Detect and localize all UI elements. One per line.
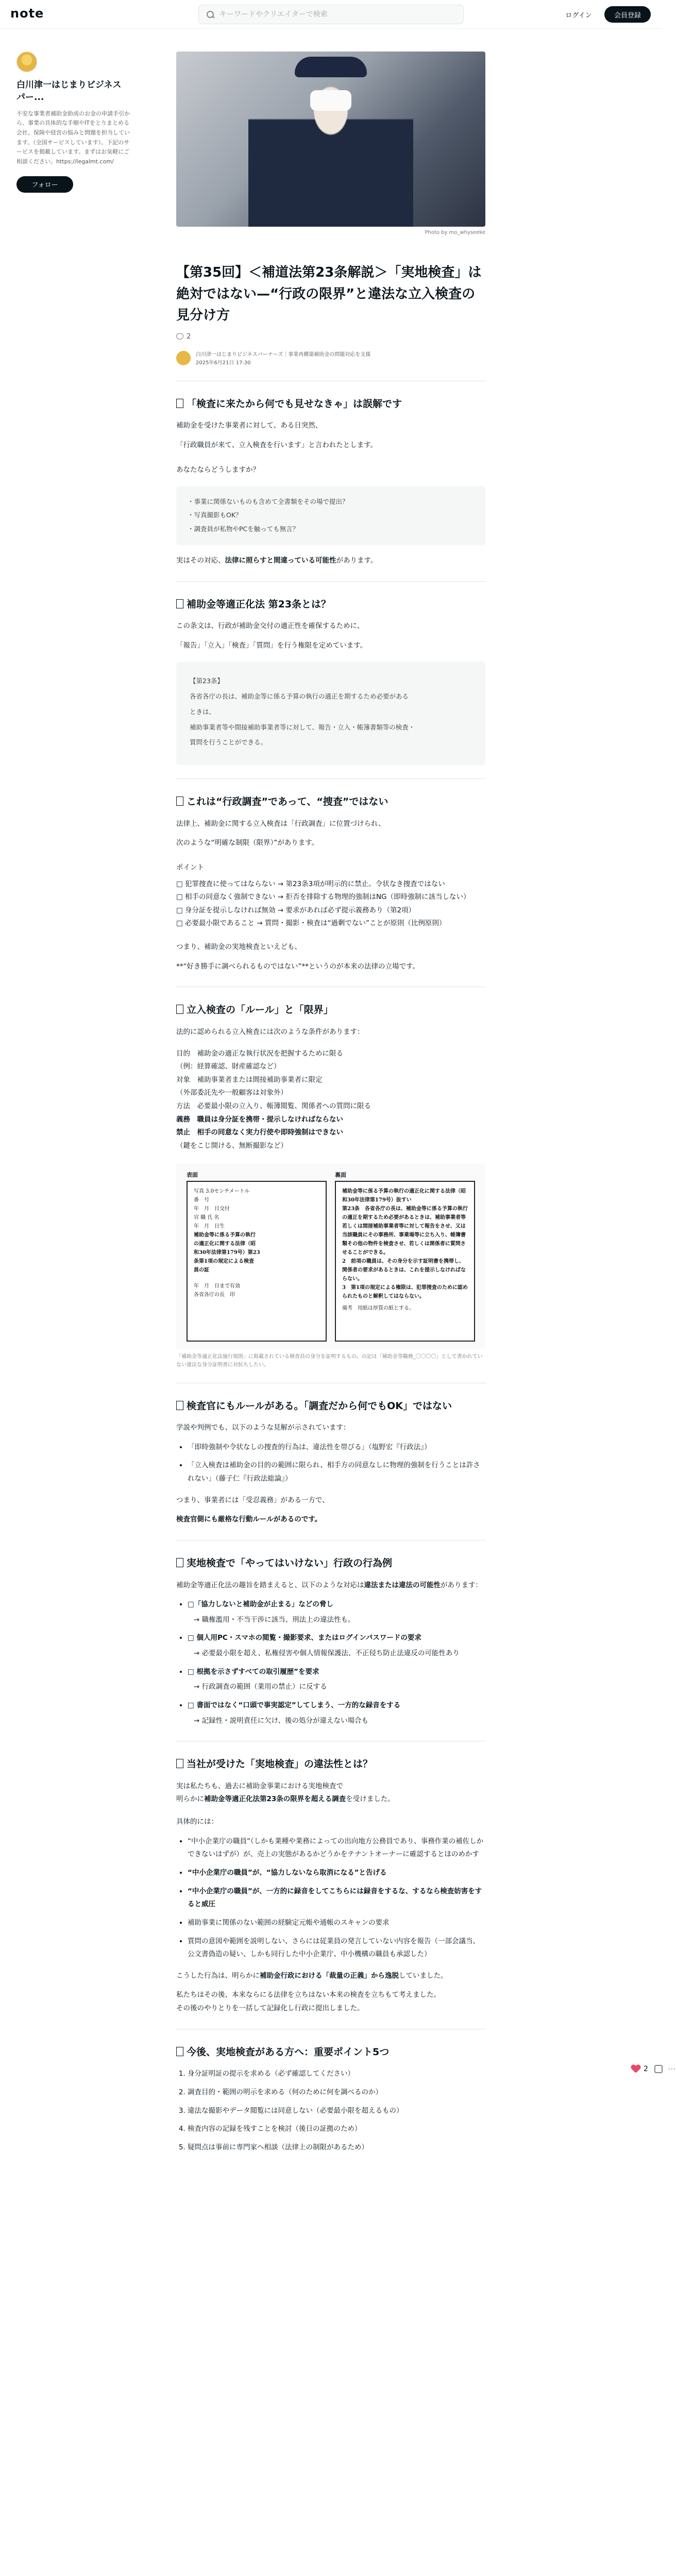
paragraph: 実は私たちも、過去に補助金事業における実地検査で [176, 1782, 343, 1790]
paragraph: 次のような“明確な制限（限界）”があります。 [176, 839, 319, 848]
list-item: • □ 根拠を示さずすべての取引履歴”を要求 [188, 1666, 485, 1679]
top-header [0, 0, 662, 29]
floating-like-count: 2 [644, 2064, 648, 2073]
paragraph: この条文は、行政が補助金交付の適正性を確保するために、 [176, 622, 364, 631]
list-item: • 「即時強制や令状なしの捜査的行為は、違法性を帯びる」（塩野宏『行政法』） [188, 1441, 485, 1454]
list-item: • “中小企業庁の職員”（しかも業種や業務によっての出向地方公務員であり、事務作業の補佐しかできないはずが）が、売上の実態があるかどうかをテナントオーナーに確認するとほのめかす [188, 1835, 485, 1861]
doc-line: 年 月 日まで有効 [194, 1283, 240, 1289]
like-count: 2 [187, 332, 191, 341]
list-item: • “中小企業庁の職員”が、一方的に録音をしてこちらには録音をするな、するなら検査妨害をすると威圧 [188, 1885, 485, 1911]
rules-list [176, 1047, 485, 1153]
search-icon [206, 10, 214, 19]
doc-line: 官 職 氏 名 [194, 1214, 219, 1221]
id-card-back [335, 1171, 475, 1342]
paragraph: 私たちはその後、本来ならにる法律を立ちはない本来の検査を立ちもて考えました。 [176, 1991, 441, 1999]
follow-button[interactable]: フォロー [16, 176, 73, 193]
paragraph: 学説や判例でも、以下のような見解が示されています： [176, 1423, 350, 1432]
list-item: • □ 書面ではなく“口頭で事実認定”してしまう、一方的な録音をする [188, 1699, 485, 1713]
doc-line: 第23条 各省各庁の長は、補助金等に係る予算の執行の適正を期するため必要があるときは、補助事業者等若しくは間接補助事業者等に対して報告をさせ、又は当該職員にその事務所、事業場等に立ち入り、帳簿書類その他の物件を検査させ、若しくは関係者に質問させることができる。 [342, 1206, 468, 1256]
paragraph: **“好き勝手に調べられるものではない”**というのが本来の法律の立場です。 [176, 962, 419, 971]
doc-line: 年 月 日生 [194, 1223, 225, 1229]
creator-avatar[interactable] [16, 52, 37, 72]
paragraph: こうした行為は、明らかに補助金行政における「裁量の正義」から逸脱していました。 [176, 1971, 448, 1980]
list-item: 方法 必要最小限の立入り、帳簿閲覧、関係者への質問に限る [176, 1102, 371, 1111]
list-item: • □ 個人用PC・スマホの閲覧・撮影要求、またはログインパスワードの要求 [188, 1632, 485, 1645]
more-icon[interactable]: ⋯ [667, 2064, 676, 2074]
paragraph: 補助金等適正化法の趣旨を踏まえると、以下のような対応は違法または違法の可能性があります： [176, 1581, 482, 1589]
creator-bio: 不安な事業者補助金助成のお金の申請手引から、事業の具体的な手順やITをとりまとめる会社。保険や経営の悩みと問題を担当しています。（全国サービスしています）。下記のサービスを掲載しています。まずはお気軽にご相談ください。https://legalmt.com/ [16, 110, 130, 165]
bookmark-icon [176, 1005, 183, 1014]
list-item: □ 身分証を提示しなければ無効 → 要求があれば必ず提示義務あり（第2項） [176, 906, 416, 914]
eyecatch-image [176, 52, 485, 227]
list-note: → 必要最小限を超え、私権侵害や個人情報保護法、不正侵ち防止法違反の可能性あり [194, 1649, 460, 1658]
divider [176, 778, 485, 779]
paragraph: 検査官側にも厳格な行動ルールがあるのです。 [176, 1515, 322, 1524]
paragraph: 具体的には： [176, 1818, 218, 1826]
signup-button[interactable]: 会員登録 [604, 6, 651, 23]
list-item: 義務 職員は身分証を携帯・提示しなければならない [176, 1115, 343, 1124]
doc-line: 備考 用紙は厚質の紙とする。 [342, 1305, 414, 1311]
like-icon[interactable] [176, 333, 183, 340]
bookmark-icon [176, 1759, 183, 1768]
quote-line: ときは、 [190, 707, 216, 716]
list-item: （外部委託先や一般顧客は対象外） [176, 1089, 288, 1097]
section-title: これは“行政調査”であって、“捜査”ではない [187, 796, 388, 808]
list-note: → 行政調査の範囲（業用の禁止）に反する [194, 1683, 327, 1691]
heart-icon[interactable] [631, 2065, 640, 2073]
floating-actions [631, 2064, 676, 2074]
paragraph: あなたならどうしますか？ [176, 465, 260, 474]
doc-line: 各省各庁の長 印 [194, 1292, 235, 1298]
quote-item: ・事業に関係ないものも含めて全書類をその場で提出？ [188, 498, 349, 506]
doc-line: 和30年法律第179号）第23 [194, 1249, 260, 1256]
quote-line: 各省各庁の長は、補助金等に係る予算の執行の適正を期するため必要がある [190, 692, 409, 701]
section-heading-2 [176, 597, 485, 612]
doc-line: 員の証 [194, 1267, 209, 1273]
list-item: （鍵をこじ開ける、無断撮影など） [176, 1142, 288, 1150]
section-title: 実地検査で「やってはいけない」行政の行為例 [187, 1557, 393, 1569]
doc-line: 補助金等に係る予算の執行 [194, 1232, 256, 1238]
paragraph: 法律上、補助金に関する立入検査は「行政調査」に位置づけられ、 [176, 819, 385, 828]
doc-line: 補助金等に係る予算の執行の適正化に関する法律（昭和30年法律第179号）抜すい [342, 1188, 466, 1203]
paragraph: 法的に認められる立入検査には次のような条件があります： [176, 1027, 364, 1036]
doc-line: 条第1項の規定による検査 [194, 1258, 254, 1264]
list-item: □ 必要最小限であること → 質問・撮影・検査は“過剰でない”ことが原則（比例原則） [176, 919, 446, 928]
author-meta [196, 351, 370, 367]
search-input[interactable] [219, 10, 446, 19]
paragraph: 補助金を受けた事業者に対して、ある日突然、 [176, 421, 323, 430]
doc-line: の適正化に関する法律（昭 [194, 1241, 256, 1247]
section-title: 検査官にもルールがある。「調査だから何でもOK」ではない [187, 1400, 452, 1412]
incidents-list [176, 1835, 485, 1961]
list-item: 対象 補助事業者または間接補助事業者に限定 [176, 1075, 323, 1084]
list-note: → 職権濫用・不当干渉に該当、刑法上の違法性も。 [194, 1615, 355, 1624]
quote-line: 補助事業者等や間接補助事業者等に対して、報告・立入・帳簿書類等の検査・ [190, 723, 415, 731]
doc-card [187, 1181, 327, 1342]
doc-line: 番 号 [194, 1197, 209, 1203]
author-row [176, 351, 485, 367]
officer-mask [310, 90, 351, 111]
paragraph: つまり、補助金の実地検査といえども、 [176, 943, 301, 952]
figure-caption: 「補助金等適正化法施行規則」に掲載されている検査員の身分を証明するもの。の記は「補助金等職務_〇〇〇〇」として書かれていない違法な身分証明書に対抗ちしたい。 [176, 1353, 483, 1368]
section-heading-3 [176, 794, 485, 809]
doc-line: 2 前項の職員は、その身分を示す証明書を携帯し、関係者の要求があるときは、これを提示しなければならない。 [342, 1258, 466, 1282]
paragraph: ポイント [176, 863, 204, 872]
panel-label: 表面 [187, 1171, 198, 1178]
creator-name[interactable]: 白川津一はじまりビジネスパー... [16, 80, 122, 103]
list-item: • 補助事業に関係のない範囲の経験定元帳や通帳のスキャンの要求 [188, 1917, 485, 1930]
like-row [176, 333, 485, 341]
section-title: 当社が受けた「実地検査」の違法性とは？ [187, 1758, 373, 1770]
points-list [176, 878, 485, 931]
divider [176, 581, 485, 582]
article [176, 52, 485, 2162]
paragraph: 「行政職員が来て、立入検査を行います」と言われたとします。 [176, 440, 378, 449]
share-icon[interactable] [654, 2065, 663, 2073]
bookmark-icon [176, 1401, 183, 1410]
quotes-list [176, 1441, 485, 1486]
bookmark-icon [176, 399, 183, 408]
list-item: 禁止 相手の同意なく実力行使や即時強制はできない [176, 1128, 343, 1137]
quote-line: 質問を行うことができる。 [190, 738, 267, 747]
login-button[interactable]: ログイン [558, 6, 599, 23]
quote-box [176, 486, 485, 545]
id-card-figure [176, 1163, 485, 1349]
search-bar[interactable] [198, 5, 464, 24]
doc-line: 年 月 日交付 [194, 1206, 230, 1212]
list-note: → 記録性・説明責任に欠け、後の処分が違えない場合も [194, 1716, 369, 1725]
list-item: • “中小企業庁の職員”が、“協力しないなら取消になる”と告げる [188, 1867, 485, 1880]
author-line[interactable]: 白川津一はじまりビジネスパーナーズ｜事業再構築補助金の問題対応を支援 [196, 351, 371, 358]
section-title: 今後、実地検査がある方へ：重要ポイント5つ [187, 2046, 390, 2058]
paragraph: 明らかに補助金等適正化法第23条の限界を超える調査を受けました。 [176, 1795, 395, 1804]
list-item: □ 犯罪捜査に使ってはならない → 第23条3項が明示的に禁止。令状なき捜査ではない [176, 879, 445, 888]
paragraph: その後のやりとりを一括して記録化し行政に提出しました。 [176, 2004, 364, 2013]
doc-line: 3 第1項の規定による権限は、犯罪捜査のために認められたものと解釈してはならない。 [342, 1284, 468, 1299]
quote-title: 【第23条】 [190, 677, 224, 685]
doc-card [335, 1181, 475, 1342]
section-heading-8 [176, 2045, 485, 2060]
section-heading-6 [176, 1556, 485, 1571]
quote-box [176, 662, 485, 765]
section-heading-4 [176, 1003, 485, 1018]
list-item: 目的 補助金の適正な執行状況を把握するために限る [176, 1049, 343, 1058]
list-item: • 「立入検査は補助金の目的の範囲に限られ、相手方の同意なしに物理的強制を行うことは許されない」（藤子仁『行政法総論』） [188, 1459, 485, 1485]
section-heading-5 [176, 1399, 485, 1414]
section-title: 補助金等適正化法 第23条とは？ [187, 598, 331, 610]
paragraph: 「報告」「立入」「検査」「質問」を行う権限を定めています。 [176, 641, 367, 650]
bookmark-icon [176, 2047, 183, 2056]
bookmark-icon [176, 796, 183, 806]
quote-item: ・調査員が私物やPCを触っても無言？ [188, 524, 299, 533]
panel-label: 裏面 [335, 1171, 346, 1178]
list-item: □ 相手の同意なく強制できない → 拒否を排除する物理的強制はNG（即時強制に該当しない） [176, 893, 470, 902]
paragraph: 実はその対応、法律に照らすと間違っている可能性があります。 [176, 556, 378, 565]
photo-credit[interactable]: Photo by mo_whyseeke [425, 230, 485, 235]
violations-list [176, 1598, 485, 1727]
section-title: 立入検査の「ルール」と「限界」 [187, 1004, 333, 1016]
section-heading-7 [176, 1757, 485, 1772]
section-heading-1 [176, 397, 485, 412]
creator-sidebar [16, 52, 130, 193]
bookmark-icon [176, 1558, 183, 1567]
list-item: 4. 検査内容の記録を残すことを検討（後日の証拠のため） [188, 2123, 485, 2136]
key-points-list [176, 2067, 485, 2154]
id-card-front [187, 1171, 327, 1342]
author-avatar[interactable] [176, 351, 191, 365]
officer-cap [295, 57, 367, 77]
quote-item: ・写真撮影もOK？ [188, 511, 242, 519]
list-item: （例：経算確認、財産確認など） [176, 1062, 281, 1071]
list-item: 5. 疑問点は事前に専門家へ相談（法律上の制限があるため） [188, 2141, 485, 2155]
list-item: 3. 違法な撮影やデータ閲覧には同意しない（必要最小限を超えるもの） [188, 2105, 485, 2118]
date-line: 2025年6月21日 17:30 [196, 360, 251, 366]
list-item: 2. 調査目的・範囲の明示を求める（何のために何を調べるのか） [188, 2086, 485, 2099]
list-item: • □「協力しないと補助金が止まる」などの脅し [188, 1598, 485, 1612]
section-title: 「検査に来たから何でも見せなきゃ」は誤解です [187, 398, 402, 410]
doc-line: 写真 3.0センチメートル [194, 1188, 250, 1194]
list-item: 1. 身分証明証の提示を求める（必ず確認してください） [188, 2067, 485, 2081]
list-item: • 質問の意図や範囲を説明しない、さらには従業員の発言していない内容を報告（一部会議当、公文書偽造の疑い、しかも同行した中小企業庁、中小機構の職員も承認した） [188, 1935, 485, 1961]
article-title: 【第35回】＜補道法第23条解説＞「実地検査」は絶対ではない—“行政の限界”と違法な立入検査の見分け方 [176, 265, 482, 324]
paragraph: つまり、事業者には「受忍義務」がある一方で、 [176, 1496, 329, 1504]
bookmark-icon [176, 599, 183, 608]
note-logo[interactable]: note [10, 6, 44, 21]
